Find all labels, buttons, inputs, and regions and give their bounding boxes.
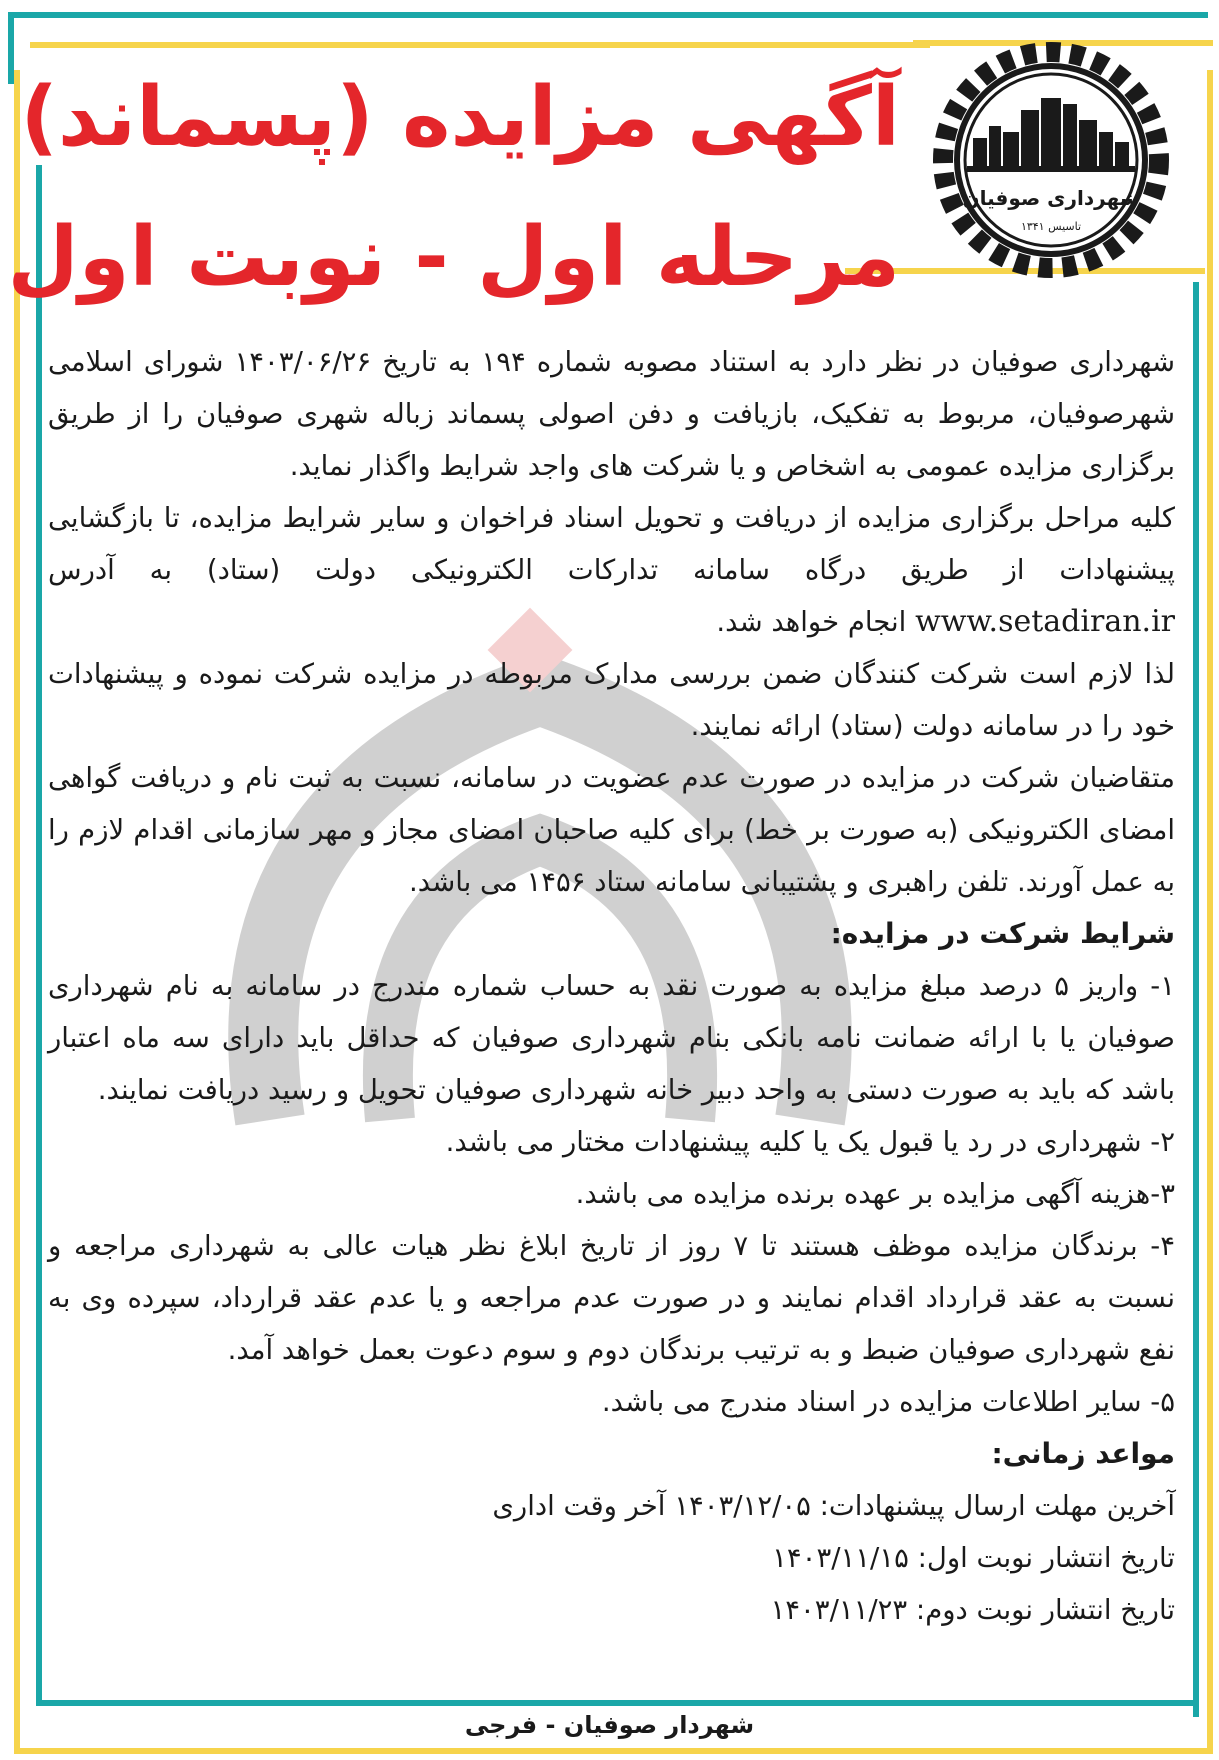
paragraph-process-end: انجام خواهد شد. bbox=[716, 606, 907, 638]
paragraph-intro: شهرداری صوفیان در نظر دارد به استناد مصوبه شماره ۱۹۴ به تاریخ ۱۴۰۳/۰۶/۲۶ شورای اسلامی شهرصوفیان، مربوط به تفکیک، بازیافت و دفن اصولی پسماند زباله شهری صوفیان را از طریق برگزاری مزایده عمومی به اشخاص و یا شرکت های واجد شرایط واگذار نماید. bbox=[48, 346, 1175, 482]
condition-5: ۵- سایر اطلاعات مزایده در اسناد مندرج می باشد. bbox=[601, 1386, 1175, 1418]
logo-name: شهرداری صوفیان bbox=[962, 186, 1140, 210]
mayor-signature: شهردار صوفیان - فرجی bbox=[464, 1711, 755, 1739]
page-title-line2: مرحله اول - نوبت اول bbox=[7, 210, 900, 305]
deadlines-heading: مواعد زمانی: bbox=[991, 1437, 1175, 1470]
frame-right-yellow-line bbox=[1207, 70, 1213, 1750]
setad-url-link[interactable]: www.setadiran.ir bbox=[915, 604, 1175, 639]
publish-date-first: تاریخ انتشار نوبت اول: ۱۴۰۳/۱۱/۱۵ bbox=[772, 1542, 1175, 1574]
condition-2: ۲- شهرداری در رد یا قبول یک یا کلیه پیشنهادات مختار می باشد. bbox=[445, 1126, 1175, 1158]
frame-left-yellow-line bbox=[14, 70, 20, 1750]
condition-3: ۳-هزینه آگهی مزایده بر عهده برنده مزایده می باشد. bbox=[575, 1178, 1175, 1210]
condition-1: ۱- واریز ۵ درصد مبلغ مزایده به صورت نقد به حساب شماره مندرج در سامانه به نام شهرداری صوفیان یا با ارائه ضمانت نامه بانکی بنام شهرداری صوفیان که حداقل باید دارای سه ماه اعتبار باشد که باید به صورت دستی به واحد دبیر خانه شهرداری صوفیان تحویل و رسید دریافت نمایند. bbox=[48, 970, 1176, 1106]
paragraph-process-text: کلیه مراحل برگزاری مزایده از دریافت و تحویل اسناد فراخوان و سایر شرایط مزایده، تا بازگشایی پیشنهادات از طریق درگاه سامانه تدارکات الکترونیکی دولت (ستاد) به آدرس bbox=[48, 502, 1175, 586]
frame-top-line bbox=[8, 12, 1208, 18]
frame-bottom-yellow-line bbox=[14, 1748, 1213, 1754]
condition-4: ۴- برندگان مزایده موظف هستند تا ۷ روز از تاریخ ابلاغ نظر هیات عالی به شهرداری مراجعه و نسبت به عقد قرارداد اقدام نمایند و در صورت عدم مراجعه و یا عدم عقد قرارداد، سپرده وی به نفع شهرداری صوفیان ضبط و به ترتیب برندگان دوم و سوم دعوت بعمل خواهد آمد. bbox=[48, 1230, 1175, 1366]
paragraph-participation: لذا لازم است شرکت کنندگان ضمن بررسی مدارک مربوطه در مزایده شرکت نموده و پیشنهادات خود را در سامانه دولت (ستاد) ارائه نمایند. bbox=[48, 658, 1175, 742]
frame-inner-bottom-line bbox=[36, 1700, 1199, 1706]
publish-date-second: تاریخ انتشار نوبت دوم: ۱۴۰۳/۱۱/۲۳ bbox=[770, 1594, 1175, 1626]
deadline-offers: آخرین مهلت ارسال پیشنهادات: ۱۴۰۳/۱۲/۰۵ آخر وقت اداری bbox=[492, 1490, 1175, 1522]
frame-inner-left-line bbox=[36, 165, 42, 1705]
conditions-heading: شرایط شرکت در مزایده: bbox=[830, 917, 1175, 950]
frame-top-yellow-line bbox=[30, 42, 930, 48]
municipality-logo bbox=[931, 40, 1171, 280]
logo-established: تاسیس ۱۳۴۱ bbox=[1020, 220, 1082, 233]
frame-inner-right-line bbox=[1193, 282, 1199, 1717]
page-title-line1: آگهی مزایده (پسماند) bbox=[20, 70, 900, 165]
paragraph-registration: متقاضیان شرکت در مزایده در صورت عدم عضویت در سامانه، نسبت به ثبت نام و دریافت گواهی امضای الکترونیکی (به صورت بر خط) برای کلیه صاحبان امضای مجاز و مهر سازمانی اقدام لازم را به عمل آورند. تلفن راهبری و پشتیبانی سامانه ستاد ۱۴۵۶ می باشد. bbox=[48, 762, 1175, 898]
paragraph-process bbox=[48, 492, 1175, 648]
notice-body bbox=[48, 336, 1175, 1680]
